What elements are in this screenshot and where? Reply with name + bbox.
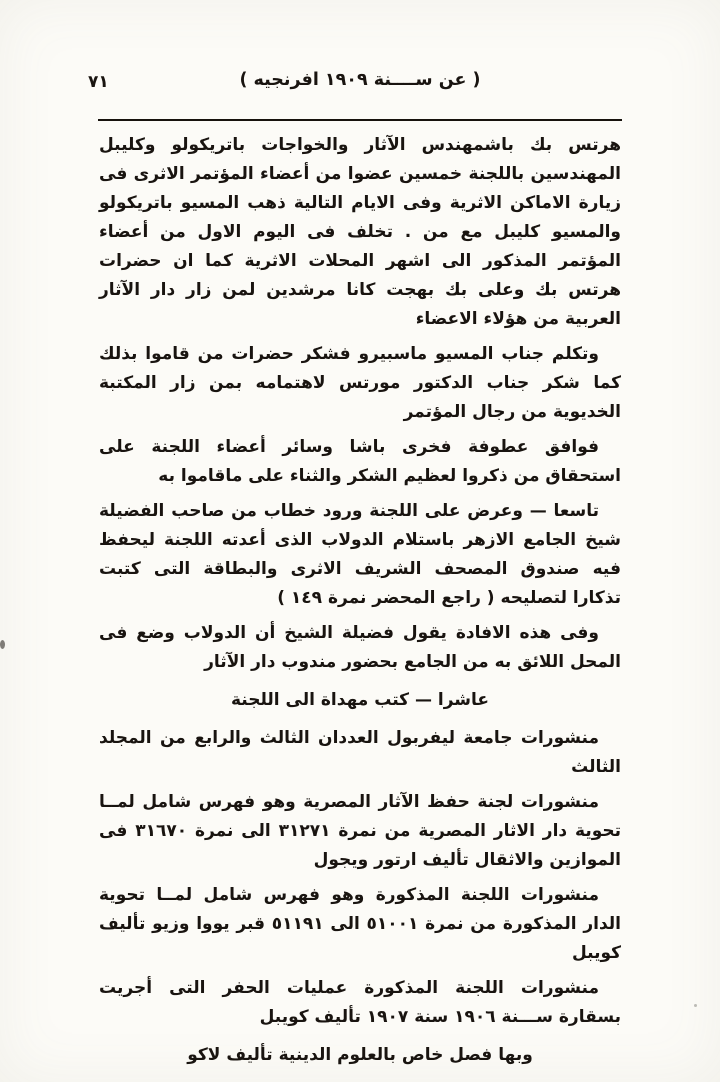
section-heading: عاشرا — كتب مهداة الى اللجنة [230, 690, 490, 710]
paragraph: وتكلم جناب المسيو ماسبيرو فشكر حضرات من قاموا بذلك كما شكر جناب الدكتور مورتس لاهتمامه بمن زار المكتبة الخديوية من رجال المؤتمر [99, 344, 621, 422]
paragraph: منشورات جامعة ليفربول العددان الثالث والرابع من المجلد الثالث [99, 728, 621, 777]
paragraph: تاسعا — وعرض على اللجنة ورود خطاب من صاحب الفضيلة شيخ الجامع الازهر باستلام الدولاب الذى أعدته اللجنة ليحفظ فيه صندوق المصحف الشريف الاثرى والبطاقة التى كتبت تذكارا لتصليحه ( راجع المحضر نمرة ١٤٩ ) [99, 501, 621, 608]
paragraph: فوافق عطوفة فخرى باشا وسائر أعضاء اللجنة على استحقاق من ذكروا لعظيم الشكر والثناء على ماقاموا به [99, 437, 621, 486]
paragraph: هرتس بك باشمهندس الآثار والخواجات باتريكولو وكليبل المهندسين باللجنة خمسين عضوا من أعضاء المؤتمر الاثرى فى زيارة الاماكن الاثرية وفى الايام التالية ذهب المسيو باتريكولو والمسيو كليبل مع من . تخلف فى اليوم الاول من أعضاء المؤتمر المذكور الى اشهر المحلات الاثرية كما ان حضرات هرتس بك وعلى بك بهجت كانا مرشدين لمن زار دار الآثار العربية من هؤلاء الاعضاء [99, 135, 621, 329]
paragraph: وبها فصل خاص بالعلوم الدينية تأليف لاكو [187, 1045, 533, 1065]
page-header [88, 70, 622, 102]
page-number: ٧١ [88, 72, 109, 92]
paragraph: وفى هذه الافادة يقول فضيلة الشيخ أن الدولاب وضع فى المحل اللائق به من الجامع بحضور مندوب دار الآثار [99, 623, 621, 672]
scan-artifact [694, 1004, 697, 1007]
scan-artifact [0, 640, 5, 649]
paragraph: منشورات لجنة حفظ الآثار المصرية وهو فهرس شامل لمــا تحوية دار الاثار المصرية من نمرة ٣١٢٧١ الى نمرة ٣١٦٧٠ فى الموازين والاثقال تأليف ارتور ويجول [99, 792, 621, 870]
paragraph: منشورات اللجنة المذكورة عمليات الحفر التى أجريت بسقارة ســـنة ١٩٠٦ سنة ١٩٠٧ تأليف كويبل [99, 978, 621, 1027]
header-divider [98, 119, 622, 121]
header-title: ( عن ســــنة ١٩٠٩ افرنجيه ) [239, 70, 481, 90]
paragraph: منشورات اللجنة المذكورة وهو فهرس شامل لمــا تحوية الدار المذكورة من نمرة ٥١٠٠١ الى ٥١١٩١ قبر يووا وزيو تأليف كويبل [99, 885, 621, 963]
document-body [99, 131, 621, 1079]
